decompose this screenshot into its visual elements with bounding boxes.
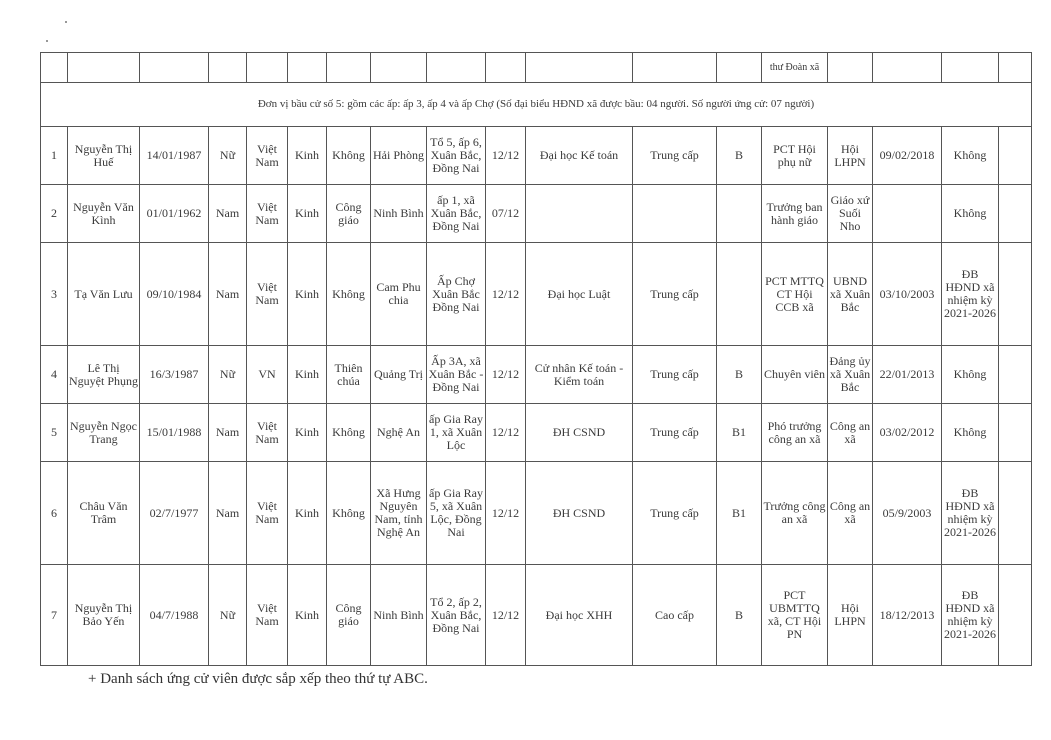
cell-ethnicity: Kinh (288, 127, 327, 185)
cell-nationality: VN (247, 346, 288, 404)
cell-nationality: Việt Nam (247, 462, 288, 565)
cell-prev-delegate: Không (942, 346, 999, 404)
cell-general-edu: 12/12 (486, 346, 526, 404)
cell-nationality: Việt Nam (247, 565, 288, 666)
cell-name: Nguyễn Ngọc Trang (68, 404, 140, 462)
cell-hometown: Ninh Bình (371, 185, 427, 243)
cell-language (717, 185, 762, 243)
cell-language: B1 (717, 462, 762, 565)
table-row (41, 243, 1032, 346)
cell-professional: Đại học Kế toán (526, 127, 633, 185)
cell-residence: Ấp Chợ Xuân Bắc Đồng Nai (427, 243, 486, 346)
unit-header: Đơn vị bầu cử số 5: gồm các ấp: ấp 3, ấp 4 và ấp Chợ (Số đại biểu HĐND xã được bầu: 04 người. Số người ứng cử: 07 người) (41, 83, 1032, 127)
cell-ethnicity: Kinh (288, 185, 327, 243)
cell-nationality: Việt Nam (247, 127, 288, 185)
cell-party-date: 03/02/2012 (873, 404, 942, 462)
cell-general-edu: 12/12 (486, 243, 526, 346)
cell-sex: Nam (209, 462, 247, 565)
footer-note: + Danh sách ứng cử viên được sắp xếp theo thứ tự ABC. (88, 671, 428, 687)
cell-workplace: Công an xã (828, 462, 873, 565)
cell-sex: Nữ (209, 565, 247, 666)
cell-position: Trưởng công an xã (762, 462, 828, 565)
cell-dob: 02/7/1977 (140, 462, 209, 565)
cell-hometown: Nghệ An (371, 404, 427, 462)
cell-ethnicity: Kinh (288, 243, 327, 346)
cell-hometown: Xã Hưng Nguyên Nam, tỉnh Nghệ An (371, 462, 427, 565)
cell-ethnicity: Kinh (288, 565, 327, 666)
cell-prev-delegate: ĐB HĐND xã nhiệm kỳ 2021-2026 (942, 462, 999, 565)
cell-sex: Nữ (209, 346, 247, 404)
cell-hometown: Hải Phòng (371, 127, 427, 185)
cell-professional: Cử nhân Kế toán - Kiểm toán (526, 346, 633, 404)
cell-prev-delegate: Không (942, 127, 999, 185)
cell-sex: Nam (209, 243, 247, 346)
scan-speck (65, 21, 67, 23)
cell-ethnicity: Kinh (288, 346, 327, 404)
table-row (41, 462, 1032, 565)
cell-prev-delegate: Không (942, 185, 999, 243)
cell-residence: ấp Gia Ray 1, xã Xuân Lộc (427, 404, 486, 462)
cell-stt: 7 (41, 565, 68, 666)
cell-political: Trung cấp (633, 462, 717, 565)
cell-prev-delegate: ĐB HĐND xã nhiệm kỳ 2021-2026 (942, 565, 999, 666)
unit-header-row (41, 83, 1032, 127)
cell-general-edu: 12/12 (486, 565, 526, 666)
cell-political: Trung cấp (633, 404, 717, 462)
cell-name: Nguyễn Thị Huế (68, 127, 140, 185)
table-row (41, 565, 1032, 666)
cell-dob: 15/01/1988 (140, 404, 209, 462)
table-row (41, 185, 1032, 243)
cell-position: Chuyên viên (762, 346, 828, 404)
table-row (41, 127, 1032, 185)
cell-religion: Không (327, 404, 371, 462)
cell-religion: Không (327, 243, 371, 346)
cell-party-date: 09/02/2018 (873, 127, 942, 185)
cell-name: Lê Thị Nguyệt Phụng (68, 346, 140, 404)
cell-workplace: Đảng ủy xã Xuân Bắc (828, 346, 873, 404)
cell-language: B (717, 346, 762, 404)
cell-party-date: 22/01/2013 (873, 346, 942, 404)
cell-party-date: 18/12/2013 (873, 565, 942, 666)
cell-party-date: 05/9/2003 (873, 462, 942, 565)
cell-hometown: Ninh Bình (371, 565, 427, 666)
cell-dob: 14/01/1987 (140, 127, 209, 185)
cell-dob: 04/7/1988 (140, 565, 209, 666)
cell-hometown: Cam Phu chia (371, 243, 427, 346)
cell-workplace: Giáo xứ Suối Nho (828, 185, 873, 243)
cell-residence: Ấp 3A, xã Xuân Bắc - Đồng Nai (427, 346, 486, 404)
table-row (41, 404, 1032, 462)
cell-religion: Công giáo (327, 565, 371, 666)
cell-residence: Tổ 2, ấp 2, Xuân Bắc, Đồng Nai (427, 565, 486, 666)
cell-stt: 6 (41, 462, 68, 565)
cell-residence: ấp Gia Ray 5, xã Xuân Lộc, Đồng Nai (427, 462, 486, 565)
cell-dob: 16/3/1987 (140, 346, 209, 404)
cell-nationality: Việt Nam (247, 243, 288, 346)
cell-professional: ĐH CSND (526, 404, 633, 462)
role-fragment: thư Đoàn xã (762, 53, 828, 83)
cell-stt: 2 (41, 185, 68, 243)
cell-nationality: Việt Nam (247, 404, 288, 462)
cell-stt: 4 (41, 346, 68, 404)
cell-name: Nguyễn Thị Bảo Yến (68, 565, 140, 666)
cell-prev-delegate: Không (942, 404, 999, 462)
cell-residence: ấp 1, xã Xuân Bắc, Đồng Nai (427, 185, 486, 243)
table-row (41, 346, 1032, 404)
cell-language: B (717, 127, 762, 185)
cell-stt: 3 (41, 243, 68, 346)
cell-political: Cao cấp (633, 565, 717, 666)
cell-workplace: Công an xã (828, 404, 873, 462)
cell-language: B1 (717, 404, 762, 462)
cell-name: Châu Văn Trâm (68, 462, 140, 565)
cell-professional: ĐH CSND (526, 462, 633, 565)
cell-language: B (717, 565, 762, 666)
cell-hometown: Quảng Trị (371, 346, 427, 404)
cell-nationality: Việt Nam (247, 185, 288, 243)
cell-workplace: UBND xã Xuân Bắc (828, 243, 873, 346)
cell-stt: 1 (41, 127, 68, 185)
cell-religion: Không (327, 127, 371, 185)
scan-speck (46, 40, 48, 42)
cell-party-date: 03/10/2003 (873, 243, 942, 346)
cell-religion: Thiên chúa (327, 346, 371, 404)
cell-party-date (873, 185, 942, 243)
cell-political: Trung cấp (633, 243, 717, 346)
cell-professional: Đại học XHH (526, 565, 633, 666)
cell-dob: 09/10/1984 (140, 243, 209, 346)
cell-religion: Công giáo (327, 185, 371, 243)
cell-language (717, 243, 762, 346)
cell-residence: Tổ 5, ấp 6, Xuân Bắc, Đồng Nai (427, 127, 486, 185)
cell-political (633, 185, 717, 243)
cell-sex: Nam (209, 185, 247, 243)
cell-prev-delegate: ĐB HĐND xã nhiệm kỳ 2021-2026 (942, 243, 999, 346)
cell-workplace: Hội LHPN (828, 565, 873, 666)
cell-political: Trung cấp (633, 127, 717, 185)
cell-religion: Không (327, 462, 371, 565)
cell-professional (526, 185, 633, 243)
cell-name: Nguyễn Văn Kình (68, 185, 140, 243)
cell-position: PCT UBMTTQ xã, CT Hội PN (762, 565, 828, 666)
cell-stt: 5 (41, 404, 68, 462)
cell-position: Trưởng ban hành giáo (762, 185, 828, 243)
cell-professional: Đại học Luật (526, 243, 633, 346)
cell-general-edu: 12/12 (486, 462, 526, 565)
cell-sex: Nữ (209, 127, 247, 185)
candidate-table (40, 52, 1032, 666)
previous-unit-row (41, 53, 1032, 83)
cell-position: PCT MTTQ CT Hội CCB xã (762, 243, 828, 346)
cell-sex: Nam (209, 404, 247, 462)
cell-general-edu: 12/12 (486, 127, 526, 185)
cell-political: Trung cấp (633, 346, 717, 404)
cell-dob: 01/01/1962 (140, 185, 209, 243)
cell-general-edu: 12/12 (486, 404, 526, 462)
cell-position: Phó trưởng công an xã (762, 404, 828, 462)
cell-ethnicity: Kinh (288, 404, 327, 462)
cell-ethnicity: Kinh (288, 462, 327, 565)
cell-name: Tạ Văn Lưu (68, 243, 140, 346)
cell-workplace: Hội LHPN (828, 127, 873, 185)
cell-general-edu: 07/12 (486, 185, 526, 243)
cell-position: PCT Hội phụ nữ (762, 127, 828, 185)
